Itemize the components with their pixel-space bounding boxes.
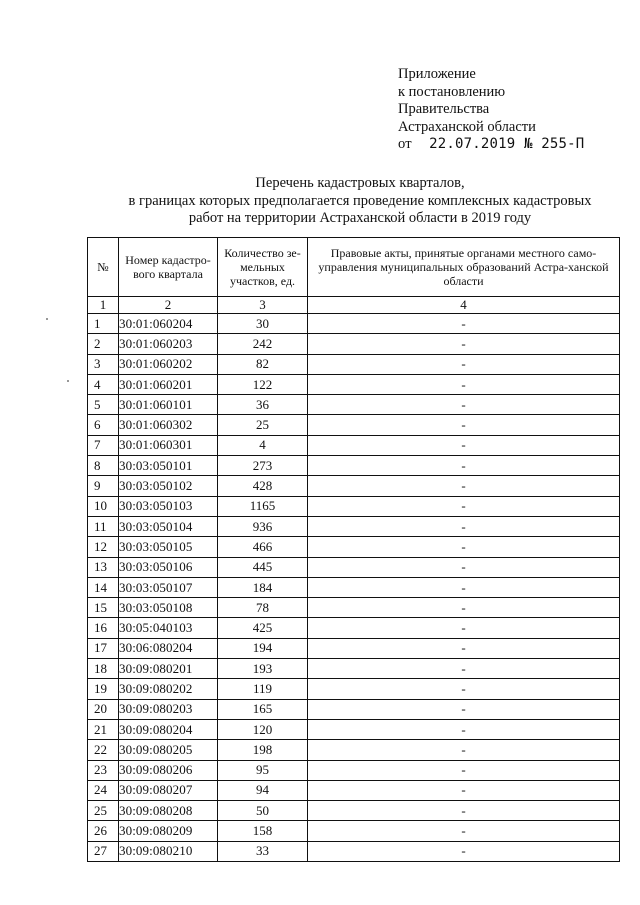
parcel-count: 184 [218, 577, 308, 597]
legal-act: - [308, 516, 620, 536]
cadastral-number: 30:05:040103 [119, 618, 218, 638]
cadastral-number: 30:01:060202 [119, 354, 218, 374]
table-row [88, 537, 620, 557]
cadastral-number: 30:03:050108 [119, 598, 218, 618]
legal-act: - [308, 740, 620, 760]
parcel-count: 82 [218, 354, 308, 374]
resolution-date-line [398, 136, 584, 154]
legal-act: - [308, 334, 620, 354]
table-row [88, 598, 620, 618]
row-number: 25 [88, 801, 119, 821]
parcel-count: 78 [218, 598, 308, 618]
header-cadastral-number: Номер кадастро-вого квартала [119, 238, 218, 297]
table-row [88, 314, 620, 334]
row-number: 17 [88, 638, 119, 658]
row-number: 13 [88, 557, 119, 577]
parcel-count: 273 [218, 456, 308, 476]
parcel-count: 428 [218, 476, 308, 496]
table-row [88, 476, 620, 496]
row-number: 26 [88, 821, 119, 841]
parcel-count: 425 [218, 618, 308, 638]
cadastral-number: 30:09:080210 [119, 841, 218, 861]
legal-act: - [308, 699, 620, 719]
legal-act: - [308, 679, 620, 699]
table-row [88, 638, 620, 658]
row-number: 24 [88, 780, 119, 800]
parcel-count: 466 [218, 537, 308, 557]
parcel-count: 50 [218, 801, 308, 821]
legal-act: - [308, 719, 620, 739]
scan-speck [46, 318, 48, 320]
table-row [88, 719, 620, 739]
row-number: 27 [88, 841, 119, 861]
row-number: 8 [88, 456, 119, 476]
title-line: работ на территории Астраханской области в 2019 году [188, 210, 532, 226]
row-number: 21 [88, 719, 119, 739]
resolution-date: 22.07.2019 № 255-П [429, 136, 585, 152]
scan-speck [67, 380, 69, 382]
legal-act: - [308, 496, 620, 516]
parcel-count: 194 [218, 638, 308, 658]
cadastral-number: 30:01:060101 [119, 395, 218, 415]
table-row [88, 699, 620, 719]
header-legal-acts: Правовые акты, принятые органами местного само-управления муниципальных образований Астра-ханской области [308, 238, 620, 297]
table-row [88, 395, 620, 415]
cadastral-number: 30:01:060203 [119, 334, 218, 354]
parcel-count: 158 [218, 821, 308, 841]
table-row [88, 740, 620, 760]
row-number: 12 [88, 537, 119, 557]
table-row [88, 841, 620, 861]
parcel-count: 242 [218, 334, 308, 354]
column-number: 4 [308, 297, 620, 314]
cadastral-number: 30:09:080201 [119, 659, 218, 679]
legal-act: - [308, 841, 620, 861]
cadastral-number: 30:09:080209 [119, 821, 218, 841]
row-number: 3 [88, 354, 119, 374]
legal-act: - [308, 598, 620, 618]
table-row [88, 659, 620, 679]
column-number: 3 [218, 297, 308, 314]
cadastral-number: 30:01:060301 [119, 435, 218, 455]
cadastral-number: 30:03:050101 [119, 456, 218, 476]
parcel-count: 33 [218, 841, 308, 861]
row-number: 2 [88, 334, 119, 354]
cadastral-number: 30:09:080207 [119, 780, 218, 800]
document-title [90, 175, 630, 228]
parcel-count: 94 [218, 780, 308, 800]
legal-act: - [308, 415, 620, 435]
row-number: 6 [88, 415, 119, 435]
parcel-count: 120 [218, 719, 308, 739]
legal-act: - [308, 374, 620, 394]
table-row [88, 821, 620, 841]
row-number: 23 [88, 760, 119, 780]
table-row [88, 334, 620, 354]
table-row [88, 456, 620, 476]
table-body [88, 314, 620, 862]
row-number: 7 [88, 435, 119, 455]
cadastral-number: 30:03:050106 [119, 557, 218, 577]
legal-act: - [308, 354, 620, 374]
parcel-count: 30 [218, 314, 308, 334]
table-row [88, 618, 620, 638]
row-number: 9 [88, 476, 119, 496]
table-row [88, 516, 620, 536]
cadastral-number: 30:09:080203 [119, 699, 218, 719]
parcel-count: 25 [218, 415, 308, 435]
appendix-line: к постановлению [398, 83, 506, 100]
title-line: Перечень кадастровых кварталов, [255, 175, 465, 191]
cadastral-number: 30:01:060204 [119, 314, 218, 334]
legal-act: - [308, 557, 620, 577]
row-number: 19 [88, 679, 119, 699]
parcel-count: 122 [218, 374, 308, 394]
parcel-count: 445 [218, 557, 308, 577]
cadastral-number: 30:03:050104 [119, 516, 218, 536]
parcel-count: 119 [218, 679, 308, 699]
parcel-count: 193 [218, 659, 308, 679]
table-row [88, 679, 620, 699]
legal-act: - [308, 821, 620, 841]
legal-act: - [308, 476, 620, 496]
appendix-line: Правительства [398, 101, 490, 117]
column-number: 1 [88, 297, 119, 314]
cadastral-number: 30:09:080208 [119, 801, 218, 821]
table-row [88, 354, 620, 374]
legal-act: - [308, 435, 620, 455]
parcel-count: 95 [218, 760, 308, 780]
row-number: 14 [88, 577, 119, 597]
legal-act: - [308, 537, 620, 557]
cadastral-quarters-table [87, 237, 620, 862]
header-parcel-count: Количество зе-мельных участков, ед. [218, 238, 308, 297]
row-number: 11 [88, 516, 119, 536]
parcel-count: 936 [218, 516, 308, 536]
legal-act: - [308, 314, 620, 334]
table-header-row [88, 238, 620, 297]
cadastral-number: 30:03:050107 [119, 577, 218, 597]
row-number: 1 [88, 314, 119, 334]
row-number: 15 [88, 598, 119, 618]
legal-act: - [308, 577, 620, 597]
cadastral-number: 30:03:050105 [119, 537, 218, 557]
table-row [88, 496, 620, 516]
appendix-block [398, 66, 584, 154]
legal-act: - [308, 760, 620, 780]
appendix-line: Приложение [398, 66, 476, 82]
parcel-count: 36 [218, 395, 308, 415]
cadastral-number: 30:03:050103 [119, 496, 218, 516]
legal-act: - [308, 638, 620, 658]
row-number: 20 [88, 699, 119, 719]
row-number: 4 [88, 374, 119, 394]
row-number: 16 [88, 618, 119, 638]
legal-act: - [308, 801, 620, 821]
parcel-count: 1165 [218, 496, 308, 516]
parcel-count: 4 [218, 435, 308, 455]
table-row [88, 577, 620, 597]
header-number: № [88, 238, 119, 297]
legal-act: - [308, 456, 620, 476]
legal-act: - [308, 395, 620, 415]
legal-act: - [308, 618, 620, 638]
parcel-count: 165 [218, 699, 308, 719]
cadastral-number: 30:01:060302 [119, 415, 218, 435]
column-number-row [88, 297, 620, 314]
table-row [88, 801, 620, 821]
row-number: 18 [88, 659, 119, 679]
table-row [88, 435, 620, 455]
cadastral-number: 30:09:080204 [119, 719, 218, 739]
cadastral-number: 30:06:080204 [119, 638, 218, 658]
cadastral-number: 30:09:080206 [119, 760, 218, 780]
row-number: 22 [88, 740, 119, 760]
table-row [88, 415, 620, 435]
table-row [88, 760, 620, 780]
row-number: 10 [88, 496, 119, 516]
cadastral-number: 30:01:060201 [119, 374, 218, 394]
cadastral-number: 30:09:080202 [119, 679, 218, 699]
date-prefix: от [398, 136, 412, 152]
row-number: 5 [88, 395, 119, 415]
legal-act: - [308, 780, 620, 800]
column-number: 2 [119, 297, 218, 314]
table-row [88, 557, 620, 577]
table-row [88, 374, 620, 394]
cadastral-number: 30:09:080205 [119, 740, 218, 760]
legal-act: - [308, 659, 620, 679]
title-line: в границах которых предполагается проведение комплексных кадастровых [128, 192, 592, 209]
table-row [88, 780, 620, 800]
parcel-count: 198 [218, 740, 308, 760]
cadastral-number: 30:03:050102 [119, 476, 218, 496]
appendix-line: Астраханской области [398, 118, 536, 135]
